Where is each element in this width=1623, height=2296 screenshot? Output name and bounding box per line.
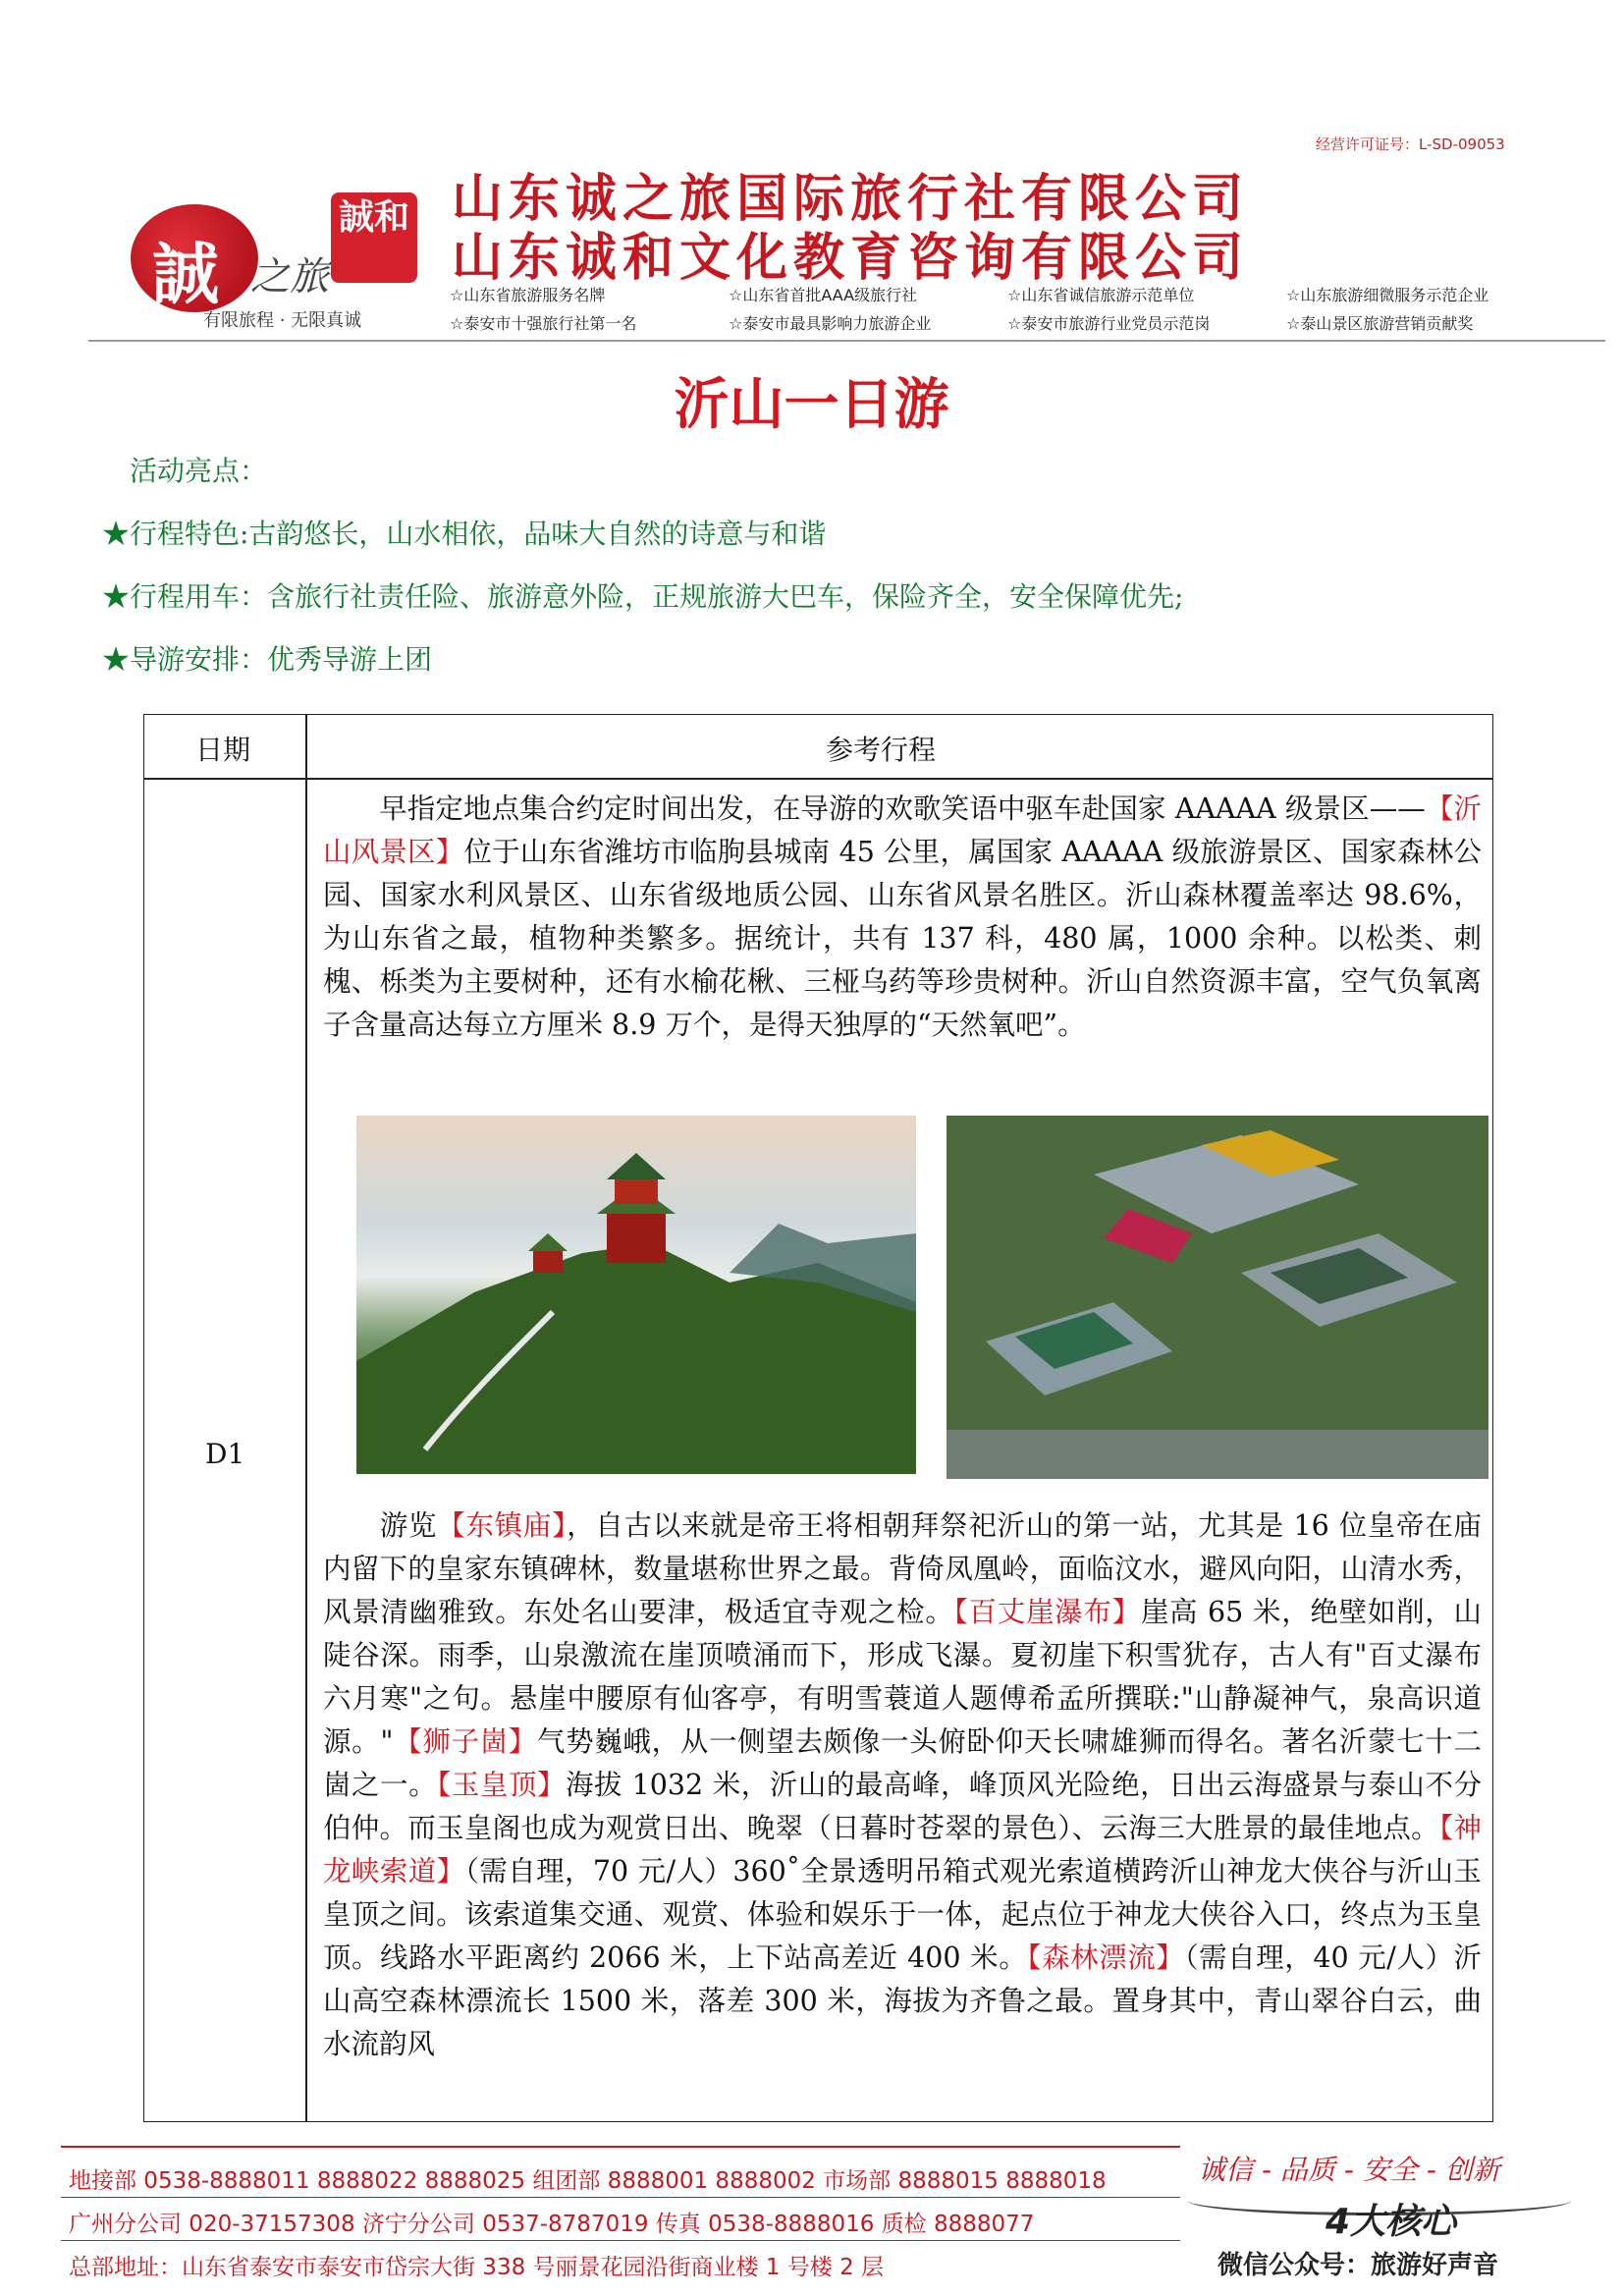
logo-script-text: 之旅 — [250, 254, 329, 300]
paragraph-text: （需自理，40 元/人）沂山高空森林漂流长 1500 米，落差 300 米，海拔为齐鲁之最。置身其中，青山翠谷白云，曲水流韵风 — [323, 1941, 1482, 2060]
attraction-name: 【神龙峡索道】 — [323, 1812, 1482, 1887]
itinerary-table — [143, 714, 1493, 2122]
logo-seal: 誠和 — [331, 192, 417, 283]
photo-mountain-pavilion — [356, 1116, 916, 1474]
column-header-plan: 参考行程 — [826, 734, 937, 766]
honor-item: ☆山东旅游细微服务示范企业 — [1286, 286, 1489, 304]
highlight-item: ★导游安排：优秀导游上团 — [102, 643, 433, 676]
license-number: 经营许可证号：L-SD-09053 — [1316, 136, 1505, 153]
mountain-pavilion-illustration — [356, 1116, 916, 1474]
wechat-account: 微信公众号：旅游好声音 — [1217, 2251, 1499, 2280]
core-title: 4大核心 — [1325, 2202, 1457, 2242]
column-header-date: 日期 — [195, 734, 251, 766]
paragraph-text: 早指定地点集合约定时间出发，在导游的欢歌笑语中驱车赴国家 AAAAA 级景区—— — [379, 793, 1426, 825]
footer-phone-line-2: 广州分公司 020-37157308 济宁分公司 0537-8787019 传真 0538-8888016 质检 8888077 — [69, 2212, 1035, 2237]
footer — [0, 2141, 1623, 2296]
paragraph-text: 海拔 1032 米，沂山的最高峰，峰顶风光险绝，日出云海盛景与泰山不分伯仲。而玉皇阁也成为观赏日出、晚翠（日暮时苍翠的景色）、云海三大胜景的最佳地点。 — [323, 1769, 1482, 1844]
honor-item: ☆山东省诚信旅游示范单位 — [1007, 286, 1195, 304]
header-divider — [88, 340, 1605, 342]
paragraph-text: 位于山东省潍坊市临朐县城南 45 公里，属国家 AAAAA 级旅游景区、国家森林公园、国家水利风景区、山东省级地质公园、山东省风景名胜区。沂山森林覆盖率达 98.6%，为山东省之最，植物种类繁多。据统计，共有 137 科，480 属，1000 余种。以松类、刺槐、栎类为主要树种，还有水榆花楸、三桠乌药等珍贵树种。沂山自然资源丰富，空气负氧离子含量高达每立方厘米 8.9 万个，是得天独厚的“天然氧吧”。 — [323, 836, 1482, 1041]
footer-phone-line-1: 地接部 0538-8888011 8888022 8888025 组团部 8888001 8888002 市场部 8888015 8888018 — [69, 2168, 1107, 2194]
day-label: D1 — [205, 1438, 245, 1470]
footer-rule — [61, 2146, 1180, 2148]
footer-address: 总部地址：山东省泰安市泰安市岱宗大街 338 号丽景花园沿街商业楼 1 号楼 2 层 — [69, 2255, 885, 2280]
company-name-2: 山东诚和文化教育咨询有限公司 — [452, 229, 1250, 288]
honor-item: ☆山东省旅游服务名牌 — [450, 286, 606, 304]
highlights-heading: 活动亮点： — [130, 455, 268, 487]
itinerary-paragraph-2 — [323, 1504, 1482, 2066]
paragraph-text: ，自古以来就是帝王将相朝拜祭祀沂山的第一站，尤其是 16 位皇帝在庙内留下的皇家东镇碑林，数量堪称世界之最。背倚凤凰岭，面临汶水，避风向阳，山清水秀，风景清幽雅致。东处名山要津，极适宜寺观之检。 — [323, 1509, 1482, 1628]
attraction-name: 【东镇庙】 — [437, 1509, 568, 1542]
attraction-name: 【百丈崖瀑布】 — [953, 1596, 1141, 1628]
footer-separator — [61, 2197, 1180, 2198]
highlight-item: ★行程用车：含旅行社责任险、旅游意外险，正规旅游大巴车，保险齐全，安全保障优先; — [102, 580, 1184, 613]
honor-item: ☆泰山景区旅游营销贡献奖 — [1286, 314, 1474, 333]
photo-temple-aerial — [947, 1116, 1488, 1479]
honor-item: ☆泰安市十强旅行社第一名 — [450, 314, 637, 333]
highlight-item: ★行程特色:古韵悠长，山水相依，品味大自然的诗意与和谐 — [102, 518, 827, 550]
attraction-name: 【森林漂流】 — [1027, 1941, 1185, 1974]
footer-separator — [61, 2240, 1180, 2241]
logo-mark-char: 誠 — [152, 236, 220, 314]
attraction-name: 【玉皇顶】 — [437, 1769, 566, 1801]
honors-list — [450, 283, 1559, 334]
company-slogan: 有限旅程 · 无限真诚 — [203, 310, 362, 331]
company-name-1: 山东诚之旅国际旅行社有限公司 — [452, 170, 1250, 229]
core-values-text: 诚信 - 品质 - 安全 - 创新 — [1198, 2154, 1500, 2186]
honor-item: ☆山东省首批AAA级旅行社 — [729, 286, 918, 304]
core-values-badge — [1188, 2141, 1600, 2296]
paragraph-text: 崖高 65 米，绝壁如削，山陡谷深。雨季，山泉激流在崖顶喷涌而下，形成飞瀑。夏初崖下积雪犹存，古人有"百丈瀑布六月寒"之句。悬崖中腰原有仙客亭，有明雪蓑道人题傅希孟所撰联:"山静凝神气，泉高识道源。" — [323, 1596, 1482, 1758]
attraction-name: 【沂山风景区】 — [323, 793, 1482, 868]
temple-aerial-illustration — [947, 1116, 1488, 1479]
table-header-divider — [144, 778, 1492, 780]
honor-item: ☆泰安市旅游行业党员示范岗 — [1007, 314, 1211, 333]
paragraph-text: 气势巍峨，从一侧望去颇像一头俯卧仰天长啸雄狮而得名。著名沂蒙七十二崮之一。 — [323, 1725, 1482, 1801]
honor-item: ☆泰安市最具影响力旅游企业 — [729, 314, 932, 333]
attraction-name: 【狮子崮】 — [393, 1725, 537, 1758]
paragraph-text: （需自理，70 元/人）360˚全景透明吊箱式观光索道横跨沂山神龙大侠谷与沂山玉皇顶之间。该索道集交通、观赏、体验和娱乐于一体，起点位于神龙大侠谷入口，终点为玉皇顶。线路水平距离约 2066 米，上下站高差近 400 米。 — [323, 1855, 1482, 1974]
paragraph-text: 游览 — [379, 1509, 438, 1542]
table-column-divider — [305, 715, 307, 2121]
page-title: 沂山一日游 — [674, 373, 949, 437]
itinerary-paragraph-1 — [323, 788, 1482, 1047]
